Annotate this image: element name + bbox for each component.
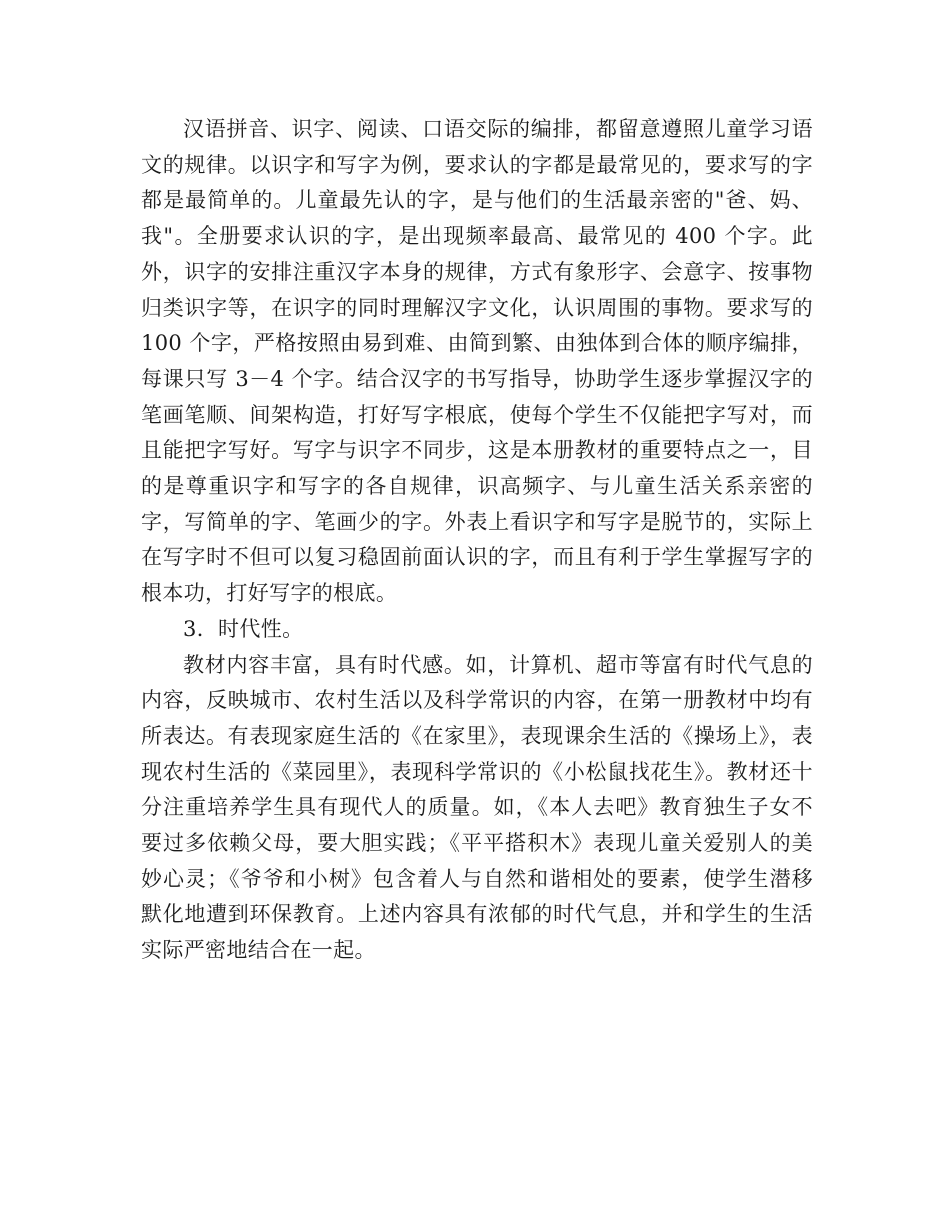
paragraph-literacy: 汉语拼音、识字、阅读、口语交际的编排，都留意遵照儿童学习语文的规律。以识字和写字为例，要求认的字都是最常见的，要求写的字都是最简单的。儿童最先认的字，是与他们的生活最亲密的"爸、妈、我"。全册要求认识的字，是出现频率最高、最常见的 400 个字。此外，识字的安排注重汉字本身的规律，方式有象形字、会意字、按事物归类识字等，在识字的同时理解汉字文化，认识周围的事物。要求写的 100 个字，严格按照由易到难、由简到繁、由独体到合体的顺序编排，每课只写 3－4 个字。结合汉字的书写指导，协助学生逐步掌握汉字的笔画笔顺、间架构造，打好写字根底，使每个学生不仅能把字写对，而且能把字写好。写字与识字不同步，这是本册教材的重要特点之一，目的是尊重识字和写字的各自规律，识高频字、与儿童生活关系亲密的字，写简单的字、笔画少的字。外表上看识字和写字是脱节的，实际上在写字时不但可以复习稳固前面认识的字，而且有利于学生掌握写字的根本功，打好写字的根底。 xyxy=(141,117,813,606)
section-heading-timeliness: 3．时代性。 xyxy=(183,616,304,641)
document-body xyxy=(141,112,813,969)
paragraph-timeliness: 教材内容丰富，具有时代感。如，计算机、超市等富有时代气息的内容，反映城市、农村生活以及科学常识的内容，在第一册教材中均有所表达。有表现家庭生活的《在家里》，表现课余生活的《操场上》，表现农村生活的《菜园里》，表现科学常识的《小松鼠找花生》。教材还十分注重培养学生具有现代人的质量。如，《本人去吧》教育独生子女不要过多依赖父母，要大胆实践；《平平搭积木》表现儿童关爱别人的美妙心灵；《爷爷和小树》包含着人与自然和谐相处的要素，使学生潜移默化地遭到环保教育。上述内容具有浓郁的时代气息，并和学生的生活实际严密地结合在一起。 xyxy=(141,652,813,963)
